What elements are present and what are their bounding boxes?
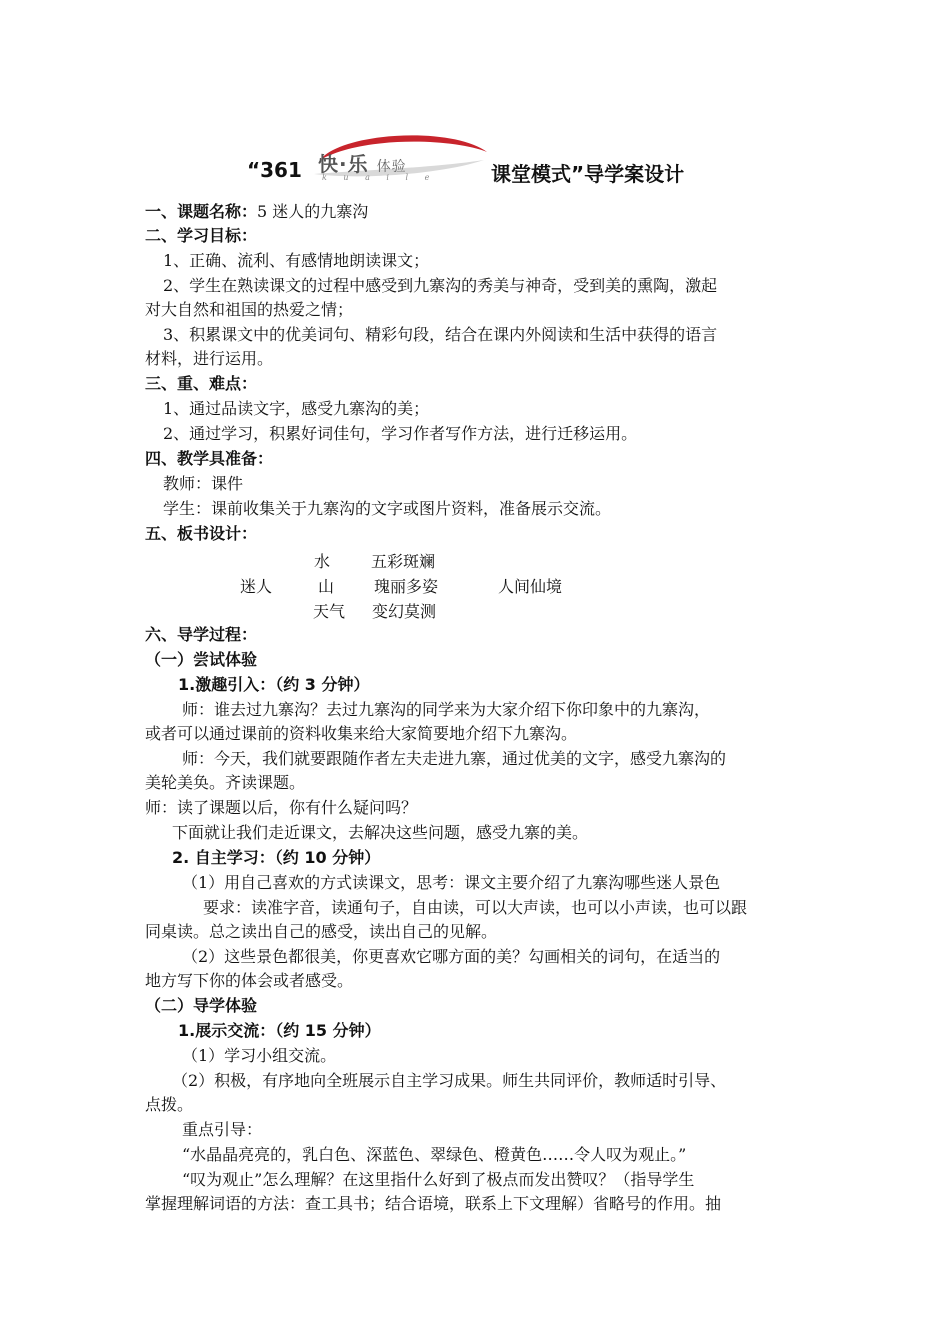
share-line-6: “叹为观止”怎么理解？在这里指什么好到了极点而发出赞叹？（指导学生 bbox=[182, 1170, 695, 1189]
self-study-line-4: （2）这些景色都很美，你更喜欢它哪方面的美？勾画相关的词句，在适当的 bbox=[182, 947, 721, 966]
title-prefix: “361 bbox=[247, 158, 302, 182]
section-6-heading: 六、导学过程： bbox=[145, 625, 258, 644]
section-1-label: 一、课题名称： bbox=[145, 202, 258, 221]
share-line-4: 重点引导： bbox=[182, 1120, 263, 1139]
teacher-materials: 教师：课件 bbox=[163, 474, 244, 493]
share-line-1: （1）学习小组交流。 bbox=[182, 1046, 337, 1065]
section-1-value: 5 迷人的九寨沟 bbox=[257, 202, 369, 221]
part-2-heading: （二）导学体验 bbox=[145, 996, 258, 1015]
goal-3-line-2: 材料，进行运用。 bbox=[145, 349, 274, 368]
goal-2-line-1: 2、学生在熟读课文的过程中感受到九寨沟的秀美与神奇，受到美的熏陶，激起 bbox=[163, 276, 718, 295]
section-2-heading: 二、学习目标： bbox=[145, 226, 258, 245]
logo-subtext: k u a i l e bbox=[322, 173, 437, 182]
self-study-line-2: 要求：读准字音，读通句子，自由读，可以大声读，也可以小声读，也可以跟 bbox=[203, 898, 748, 917]
section-3-heading: 三、重、难点： bbox=[145, 374, 258, 393]
board-water-desc: 五彩斑斓 bbox=[371, 552, 436, 571]
key-point-1: 1、通过品读文字，感受九寨沟的美； bbox=[163, 399, 430, 418]
board-left-label: 迷人 bbox=[240, 577, 273, 596]
intro-line-3: 师：今天，我们就要跟随作者左夫走进九寨，通过优美的文字，感受九寨沟的 bbox=[182, 749, 727, 768]
goal-3-line-1: 3、积累课文中的优美词句、精彩句段，结合在课内外阅读和生活中获得的语言 bbox=[163, 325, 718, 344]
share-line-7: 掌握理解词语的方法：查工具书；结合语境，联系上下文理解）省略号的作用。抽 bbox=[145, 1194, 722, 1213]
board-weather-desc: 变幻莫测 bbox=[372, 602, 437, 621]
self-study-line-1: （1）用自己喜欢的方式读课文，思考：课文主要介绍了九寨沟哪些迷人景色 bbox=[182, 873, 721, 892]
intro-line-6: 下面就让我们走近课文，去解决这些问题，感受九寨的美。 bbox=[172, 823, 589, 842]
document-title bbox=[0, 130, 950, 190]
key-point-2: 2、通过学习，积累好词佳句，学习作者写作方法，进行迁移运用。 bbox=[163, 424, 638, 443]
self-study-line-5: 地方写下你的体会或者感受。 bbox=[145, 971, 354, 990]
step-1-heading: 1.激趣引入：（约 3 分钟） bbox=[178, 675, 370, 694]
section-1 bbox=[145, 201, 368, 223]
title-suffix: 课堂模式”导学案设计 bbox=[491, 162, 685, 186]
board-mountain: 山 bbox=[318, 577, 335, 596]
step-2-heading: 2. 自主学习：（约 10 分钟） bbox=[172, 848, 381, 867]
logo-small-text: 体验 bbox=[376, 159, 407, 175]
share-line-2: （2）积极，有序地向全班展示自主学习成果。师生共同评价，教师适时引导、 bbox=[172, 1071, 727, 1090]
section-5-heading: 五、板书设计： bbox=[145, 524, 258, 543]
board-water: 水 bbox=[314, 552, 331, 571]
intro-line-1: 师：谁去过九寨沟？去过九寨沟的同学来为大家介绍下你印象中的九寨沟， bbox=[182, 700, 711, 719]
board-right-label: 人间仙境 bbox=[498, 577, 563, 596]
section-4-heading: 四、教学具准备： bbox=[145, 449, 274, 468]
board-mountain-desc: 瑰丽多姿 bbox=[374, 577, 439, 596]
board-weather: 天气 bbox=[313, 602, 346, 621]
step-3-heading: 1.展示交流：（约 15 分钟） bbox=[178, 1021, 381, 1040]
part-1-heading: （一）尝试体验 bbox=[145, 650, 258, 669]
goal-2-line-2: 对大自然和祖国的热爱之情； bbox=[145, 300, 354, 319]
intro-line-4: 美轮美奂。齐读课题。 bbox=[145, 773, 306, 792]
share-line-5: “水晶晶亮亮的，乳白色、深蓝色、翠绿色、橙黄色……令人叹为观止。” bbox=[182, 1145, 687, 1164]
self-study-line-3: 同桌读。总之读出自己的感受，读出自己的见解。 bbox=[145, 922, 498, 941]
logo-main-text: 快·乐 bbox=[318, 152, 369, 176]
student-materials: 学生：课前收集关于九寨沟的文字或图片资料，准备展示交流。 bbox=[163, 499, 612, 518]
goal-1: 1、正确、流利、有感情地朗读课文； bbox=[163, 251, 430, 270]
share-line-3: 点拨。 bbox=[145, 1095, 194, 1114]
intro-line-5: 师：读了课题以后，你有什么疑问吗？ bbox=[145, 798, 418, 817]
intro-line-2: 或者可以通过课前的资料收集来给大家简要地介绍下九寨沟。 bbox=[145, 724, 578, 743]
